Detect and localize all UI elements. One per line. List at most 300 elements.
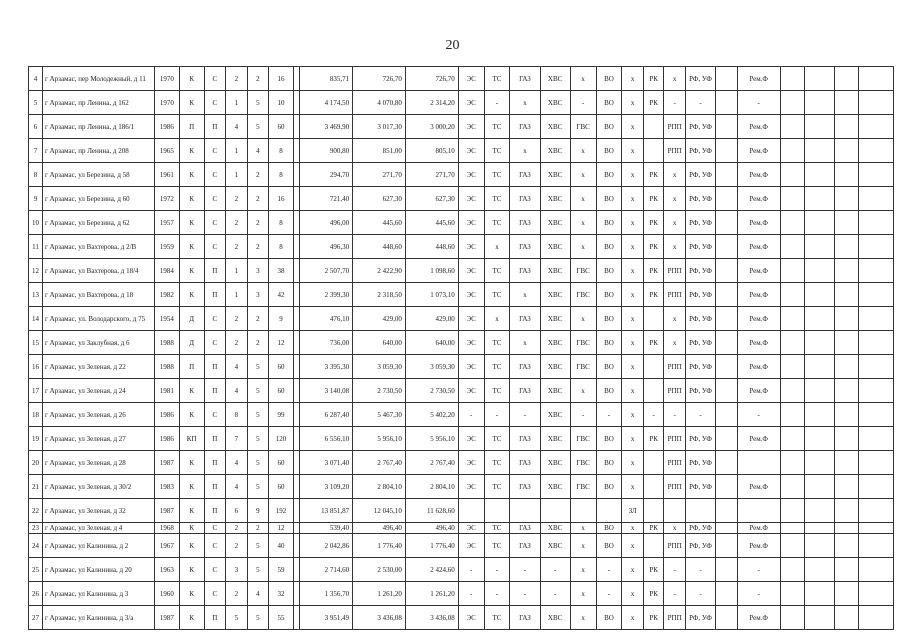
floors: 5 <box>247 534 269 558</box>
empty-cell <box>780 187 805 211</box>
utility-flag: х <box>622 115 644 139</box>
row-number: 9 <box>29 187 43 211</box>
table-row <box>29 606 894 630</box>
empty-cell <box>805 187 834 211</box>
table-row <box>29 211 894 235</box>
address: г Арзамас, ул Зеленая, д 22 <box>43 355 155 379</box>
apartment-area: 2 730,50 <box>405 379 458 403</box>
build-year: 1970 <box>155 67 180 91</box>
repair-rpp: - <box>664 582 686 606</box>
floors: 5 <box>247 451 269 475</box>
apartment-area: 640,00 <box>405 331 458 355</box>
utility-power: ЭС <box>458 355 484 379</box>
address: г Арзамас, ул Зеленая, д 28 <box>43 451 155 475</box>
table-row <box>29 187 894 211</box>
utility-gas: х <box>510 283 540 307</box>
utility-cold-water: - <box>540 558 570 582</box>
utility-heating <box>484 499 510 523</box>
utility-flag: х <box>622 187 644 211</box>
utility-flag: х <box>622 211 644 235</box>
repair-fund: Рем.Ф <box>737 283 780 307</box>
entrances: 2 <box>226 187 248 211</box>
empty-cell <box>716 379 738 403</box>
floor-type: П <box>204 475 226 499</box>
repair-fund: Рем.Ф <box>737 523 780 534</box>
row-number: 5 <box>29 91 43 115</box>
apartment-area: 2 767,40 <box>405 451 458 475</box>
empty-cell <box>780 379 805 403</box>
address: г Арзамас, ул Березина, д 62 <box>43 211 155 235</box>
repair-fund: Рем.Ф <box>737 534 780 558</box>
repair-fund: - <box>737 403 780 427</box>
empty-cell <box>780 403 805 427</box>
repair-rk: РК <box>643 558 663 582</box>
utility-flag: х <box>622 91 644 115</box>
empty-cell <box>805 427 834 451</box>
floor-type: П <box>204 499 226 523</box>
total-area: 3 109,20 <box>300 475 353 499</box>
utility-sewer: ВО <box>596 91 622 115</box>
repair-rpp: х <box>664 187 686 211</box>
address: г Арзамас, ул Зеленая, д 4 <box>43 523 155 534</box>
living-area: 851,00 <box>353 139 406 163</box>
entrances: 1 <box>226 91 248 115</box>
utility-heating: ТС <box>484 475 510 499</box>
empty-cell <box>805 606 834 630</box>
empty-cell <box>859 558 894 582</box>
repair-fund: Рем.Ф <box>737 355 780 379</box>
empty-cell <box>859 331 894 355</box>
empty-cell <box>716 115 738 139</box>
empty-cell <box>859 115 894 139</box>
apartment-area: 2 424,60 <box>405 558 458 582</box>
floor-type: С <box>204 235 226 259</box>
repair-fund: Рем.Ф <box>737 187 780 211</box>
living-area: 429,00 <box>353 307 406 331</box>
utility-power: ЭС <box>458 451 484 475</box>
utility-flag: х <box>622 523 644 534</box>
floor-type: С <box>204 534 226 558</box>
utility-hot-water: х <box>570 582 596 606</box>
apartments: 60 <box>269 379 294 403</box>
empty-cell <box>780 499 805 523</box>
utility-sewer: - <box>596 403 622 427</box>
empty-cell <box>834 91 859 115</box>
empty-cell <box>780 331 805 355</box>
utility-sewer: ВО <box>596 307 622 331</box>
living-area: 3 059,30 <box>353 355 406 379</box>
total-area: 1 356,70 <box>300 582 353 606</box>
repair-rpp: РПП <box>664 606 686 630</box>
utility-flag: х <box>622 163 644 187</box>
floors: 2 <box>247 523 269 534</box>
floors: 2 <box>247 67 269 91</box>
utility-heating: ТС <box>484 451 510 475</box>
empty-cell <box>805 163 834 187</box>
utility-hot-water: х <box>570 67 596 91</box>
utility-heating: ТС <box>484 523 510 534</box>
empty-cell <box>805 235 834 259</box>
empty-cell <box>834 283 859 307</box>
build-year: 1961 <box>155 163 180 187</box>
repair-fund: Рем.Ф <box>737 427 780 451</box>
empty-cell <box>805 259 834 283</box>
table-row <box>29 499 894 523</box>
row-number: 26 <box>29 582 43 606</box>
empty-cell <box>716 235 738 259</box>
apartments: 12 <box>269 331 294 355</box>
repair-rk <box>643 307 663 331</box>
apartment-area: 496,40 <box>405 523 458 534</box>
repair-fund: Рем.Ф <box>737 163 780 187</box>
living-area: 2 767,40 <box>353 451 406 475</box>
utility-cold-water: ХВС <box>540 331 570 355</box>
floors: 2 <box>247 187 269 211</box>
empty-cell <box>716 163 738 187</box>
utility-power: - <box>458 403 484 427</box>
utility-cold-water: ХВС <box>540 379 570 403</box>
floors: 5 <box>247 379 269 403</box>
empty-cell <box>834 427 859 451</box>
empty-cell <box>859 606 894 630</box>
entrances: 3 <box>226 558 248 582</box>
utility-gas: ГАЗ <box>510 115 540 139</box>
utility-gas: ГАЗ <box>510 379 540 403</box>
living-area: 1 776,40 <box>353 534 406 558</box>
address: г Арзамас, ул Калинина, д 2 <box>43 534 155 558</box>
living-area: 496,40 <box>353 523 406 534</box>
table-row <box>29 427 894 451</box>
address: г Арзамас, ул Зеленая, д 26 <box>43 403 155 427</box>
address: г Арзамас, пр Ленина, д 208 <box>43 139 155 163</box>
facade-roof: РФ, УФ <box>685 259 715 283</box>
empty-cell <box>859 187 894 211</box>
repair-fund: - <box>737 91 780 115</box>
apartments: 12 <box>269 523 294 534</box>
row-number: 7 <box>29 139 43 163</box>
build-year: 1965 <box>155 139 180 163</box>
utility-power <box>458 499 484 523</box>
utility-sewer: ВО <box>596 331 622 355</box>
utility-gas: - <box>510 582 540 606</box>
utility-flag: х <box>622 582 644 606</box>
wall-material: К <box>179 259 204 283</box>
utility-sewer: ВО <box>596 523 622 534</box>
utility-hot-water: х <box>570 606 596 630</box>
floor-type: С <box>204 558 226 582</box>
living-area: 3 017,30 <box>353 115 406 139</box>
empty-cell <box>716 139 738 163</box>
table-row <box>29 259 894 283</box>
empty-cell <box>859 451 894 475</box>
utility-sewer: ВО <box>596 427 622 451</box>
floors: 5 <box>247 475 269 499</box>
build-year: 1968 <box>155 523 180 534</box>
address: г Арзамас, ул Березина, д 58 <box>43 163 155 187</box>
repair-rpp: РПП <box>664 475 686 499</box>
total-area: 3 951,49 <box>300 606 353 630</box>
utility-power: ЭС <box>458 163 484 187</box>
repair-fund: Рем.Ф <box>737 211 780 235</box>
empty-cell <box>716 307 738 331</box>
empty-cell <box>805 307 834 331</box>
total-area: 736,00 <box>300 331 353 355</box>
empty-cell <box>780 427 805 451</box>
row-number: 16 <box>29 355 43 379</box>
empty-cell <box>805 379 834 403</box>
address: г Арзамас, ул Вахтерова, д 2/В <box>43 235 155 259</box>
row-number: 25 <box>29 558 43 582</box>
empty-cell <box>716 558 738 582</box>
floors: 3 <box>247 259 269 283</box>
empty-cell <box>805 523 834 534</box>
empty-cell <box>834 115 859 139</box>
apartments: 8 <box>269 139 294 163</box>
utility-flag: х <box>622 139 644 163</box>
utility-heating: - <box>484 582 510 606</box>
floor-type: С <box>204 139 226 163</box>
utility-hot-water: х <box>570 163 596 187</box>
utility-sewer: ВО <box>596 67 622 91</box>
repair-rpp: х <box>664 523 686 534</box>
utility-heating: х <box>484 307 510 331</box>
repair-rpp: РПП <box>664 259 686 283</box>
wall-material: К <box>179 379 204 403</box>
repair-rpp <box>664 499 686 523</box>
repair-rk: РК <box>643 163 663 187</box>
wall-material: К <box>179 534 204 558</box>
empty-cell <box>859 379 894 403</box>
address: г Арзамас, ул Калинина, д 20 <box>43 558 155 582</box>
entrances: 2 <box>226 534 248 558</box>
utility-heating: ТС <box>484 67 510 91</box>
entrances: 2 <box>226 307 248 331</box>
facade-roof: РФ, УФ <box>685 427 715 451</box>
empty-cell <box>834 355 859 379</box>
repair-fund <box>737 499 780 523</box>
repair-rpp: РПП <box>664 139 686 163</box>
utility-flag: х <box>622 379 644 403</box>
living-area: 1 261,20 <box>353 582 406 606</box>
empty-cell <box>780 283 805 307</box>
empty-cell <box>805 499 834 523</box>
empty-cell <box>780 163 805 187</box>
empty-cell <box>834 331 859 355</box>
build-year: 1960 <box>155 582 180 606</box>
apartments: 32 <box>269 582 294 606</box>
utility-cold-water: ХВС <box>540 115 570 139</box>
empty-cell <box>716 403 738 427</box>
floor-type: С <box>204 163 226 187</box>
empty-cell <box>859 499 894 523</box>
repair-rk <box>643 451 663 475</box>
empty-cell <box>780 211 805 235</box>
utility-power: ЭС <box>458 211 484 235</box>
floors: 5 <box>247 427 269 451</box>
apartments: 59 <box>269 558 294 582</box>
total-area: 835,71 <box>300 67 353 91</box>
repair-rk <box>643 115 663 139</box>
facade-roof: РФ, УФ <box>685 606 715 630</box>
utility-heating: ТС <box>484 115 510 139</box>
table-row <box>29 582 894 606</box>
empty-cell <box>780 67 805 91</box>
utility-sewer: ВО <box>596 283 622 307</box>
apartment-area: 271,70 <box>405 163 458 187</box>
facade-roof: - <box>685 91 715 115</box>
total-area: 900,80 <box>300 139 353 163</box>
utility-sewer: ВО <box>596 534 622 558</box>
utility-gas: ГАЗ <box>510 67 540 91</box>
utility-sewer: - <box>596 582 622 606</box>
repair-rk: РК <box>643 523 663 534</box>
facade-roof: - <box>685 582 715 606</box>
empty-cell <box>805 403 834 427</box>
floors: 2 <box>247 211 269 235</box>
wall-material: К <box>179 403 204 427</box>
utility-power: ЭС <box>458 259 484 283</box>
row-number: 13 <box>29 283 43 307</box>
utility-power: ЭС <box>458 67 484 91</box>
living-area: 3 436,08 <box>353 606 406 630</box>
table-row <box>29 403 894 427</box>
utility-heating: - <box>484 91 510 115</box>
facade-roof: - <box>685 403 715 427</box>
utility-gas: х <box>510 139 540 163</box>
repair-fund: - <box>737 582 780 606</box>
apartments: 9 <box>269 307 294 331</box>
table-row <box>29 355 894 379</box>
total-area: 6 556,10 <box>300 427 353 451</box>
apartment-area: 5 402,20 <box>405 403 458 427</box>
table-row <box>29 115 894 139</box>
utility-gas: ГАЗ <box>510 211 540 235</box>
build-year: 1970 <box>155 91 180 115</box>
utility-hot-water: х <box>570 235 596 259</box>
empty-cell <box>805 355 834 379</box>
repair-rk: РК <box>643 67 663 91</box>
wall-material: П <box>179 355 204 379</box>
empty-cell <box>834 379 859 403</box>
utility-power: - <box>458 582 484 606</box>
repair-rpp: х <box>664 307 686 331</box>
entrances: 5 <box>226 606 248 630</box>
utility-hot-water: ГВС <box>570 331 596 355</box>
repair-rk: РК <box>643 259 663 283</box>
utility-flag: х <box>622 606 644 630</box>
table-row <box>29 534 894 558</box>
empty-cell <box>716 499 738 523</box>
utility-heating: ТС <box>484 427 510 451</box>
utility-sewer: ВО <box>596 606 622 630</box>
utility-hot-water: х <box>570 523 596 534</box>
utility-sewer: ВО <box>596 355 622 379</box>
build-year: 1986 <box>155 403 180 427</box>
entrances: 1 <box>226 163 248 187</box>
entrances: 4 <box>226 451 248 475</box>
apartments: 38 <box>269 259 294 283</box>
utility-power: - <box>458 558 484 582</box>
empty-cell <box>834 475 859 499</box>
total-area: 4 174,50 <box>300 91 353 115</box>
total-area: 13 851,87 <box>300 499 353 523</box>
empty-cell <box>716 534 738 558</box>
row-number: 20 <box>29 451 43 475</box>
floor-type: П <box>204 355 226 379</box>
utility-sewer: - <box>596 558 622 582</box>
empty-cell <box>859 139 894 163</box>
table-row <box>29 67 894 91</box>
utility-power: ЭС <box>458 379 484 403</box>
utility-gas: ГАЗ <box>510 355 540 379</box>
utility-power: ЭС <box>458 475 484 499</box>
empty-cell <box>780 235 805 259</box>
utility-gas: ГАЗ <box>510 235 540 259</box>
utility-flag: х <box>622 558 644 582</box>
utility-gas: - <box>510 403 540 427</box>
total-area: 3 395,30 <box>300 355 353 379</box>
apartment-area: 3 059,30 <box>405 355 458 379</box>
wall-material: К <box>179 211 204 235</box>
repair-rk <box>643 355 663 379</box>
apartments: 192 <box>269 499 294 523</box>
utility-cold-water <box>540 499 570 523</box>
total-area: 2 507,70 <box>300 259 353 283</box>
empty-cell <box>859 355 894 379</box>
wall-material: К <box>179 139 204 163</box>
repair-rpp: - <box>664 91 686 115</box>
apartments: 42 <box>269 283 294 307</box>
utility-power: ЭС <box>458 235 484 259</box>
apartments: 16 <box>269 67 294 91</box>
apartments: 120 <box>269 427 294 451</box>
empty-cell <box>859 534 894 558</box>
apartments: 16 <box>269 187 294 211</box>
address: г Арзамас, ул Зеленая, д 30/2 <box>43 475 155 499</box>
wall-material: П <box>179 115 204 139</box>
table-row <box>29 331 894 355</box>
utility-flag: х <box>622 355 644 379</box>
total-area: 2 399,30 <box>300 283 353 307</box>
empty-cell <box>859 163 894 187</box>
total-area: 539,40 <box>300 523 353 534</box>
floor-type: С <box>204 187 226 211</box>
total-area: 3 140,08 <box>300 379 353 403</box>
utility-cold-water: ХВС <box>540 475 570 499</box>
apartment-area: 445,60 <box>405 211 458 235</box>
floor-type: С <box>204 403 226 427</box>
utility-hot-water: х <box>570 534 596 558</box>
repair-rk: РК <box>643 211 663 235</box>
build-year: 1981 <box>155 379 180 403</box>
utility-cold-water: ХВС <box>540 283 570 307</box>
living-area: 4 070,80 <box>353 91 406 115</box>
repair-fund: Рем.Ф <box>737 331 780 355</box>
utility-sewer: ВО <box>596 475 622 499</box>
utility-hot-water: х <box>570 187 596 211</box>
repair-rk: РК <box>643 331 663 355</box>
empty-cell <box>834 307 859 331</box>
table-row <box>29 235 894 259</box>
utility-gas: ГАЗ <box>510 523 540 534</box>
total-area: 6 287,40 <box>300 403 353 427</box>
table-row <box>29 163 894 187</box>
empty-cell <box>716 259 738 283</box>
table-row <box>29 91 894 115</box>
apartments: 60 <box>269 355 294 379</box>
floors: 9 <box>247 499 269 523</box>
build-year: 1984 <box>155 259 180 283</box>
